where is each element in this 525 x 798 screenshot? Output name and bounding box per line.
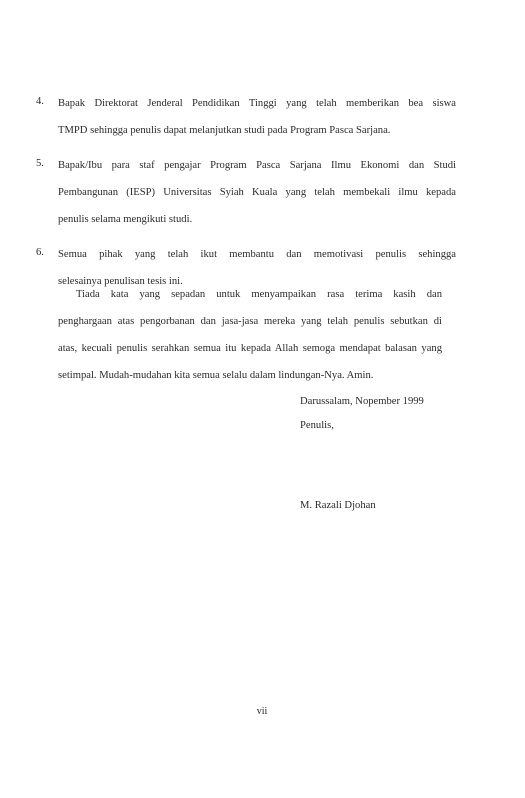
signer-role: Penulis, bbox=[300, 420, 334, 431]
paragraph-line: atas, kecuali penulis serahkan semua itu kepada Allah semoga mendapat balasan yang bbox=[58, 343, 442, 354]
paragraph-line: penghargaan atas pengorbanan dan jasa-jasa mereka yang telah penulis sebutkan di bbox=[58, 316, 442, 327]
list-item-number: 5. bbox=[36, 158, 44, 169]
list-item-line: Semua pihak yang telah ikut membantu dan memotivasi penulis sehingga bbox=[58, 249, 456, 260]
paragraph-line: Tiada kata yang sepadan untuk menyampaikan rasa terima kasih dan bbox=[76, 289, 442, 300]
list-item-line: Pembangunan (IESP) Universitas Syiah Kuala yang telah membekali ilmu kepada bbox=[58, 187, 456, 198]
signature-block bbox=[300, 394, 424, 514]
signer-name: M. Razali Djohan bbox=[300, 500, 376, 511]
list-item bbox=[36, 158, 456, 239]
closing-paragraph bbox=[58, 287, 442, 395]
paragraph-line: setimpal. Mudah-mudahan kita semua selalu dalam lindungan-Nya. Amin. bbox=[58, 370, 374, 381]
list-item-line: Bapak/Ibu para staf pengajar Program Pasca Sarjana Ilmu Ekonomi dan Studi bbox=[58, 160, 456, 171]
list-item-line: Bapak Direktorat Jenderal Pendidikan Tinggi yang telah memberikan bea siswa bbox=[58, 98, 456, 109]
list-item-line: TMPD sehingga penulis dapat melanjutkan studi pada Program Pasca Sarjana. bbox=[58, 125, 391, 136]
list-item-line: selesainya penulisan tesis ini. bbox=[58, 276, 183, 287]
acknowledgement-list bbox=[36, 96, 456, 309]
list-item-line: penulis selama mengikuti studi. bbox=[58, 214, 193, 225]
list-item bbox=[36, 96, 456, 150]
list-item-number: 4. bbox=[36, 96, 44, 107]
place-date: Darussalam, Nopember 1999 bbox=[300, 396, 424, 407]
list-item-number: 6. bbox=[36, 247, 44, 258]
page-number: vii bbox=[256, 706, 268, 717]
